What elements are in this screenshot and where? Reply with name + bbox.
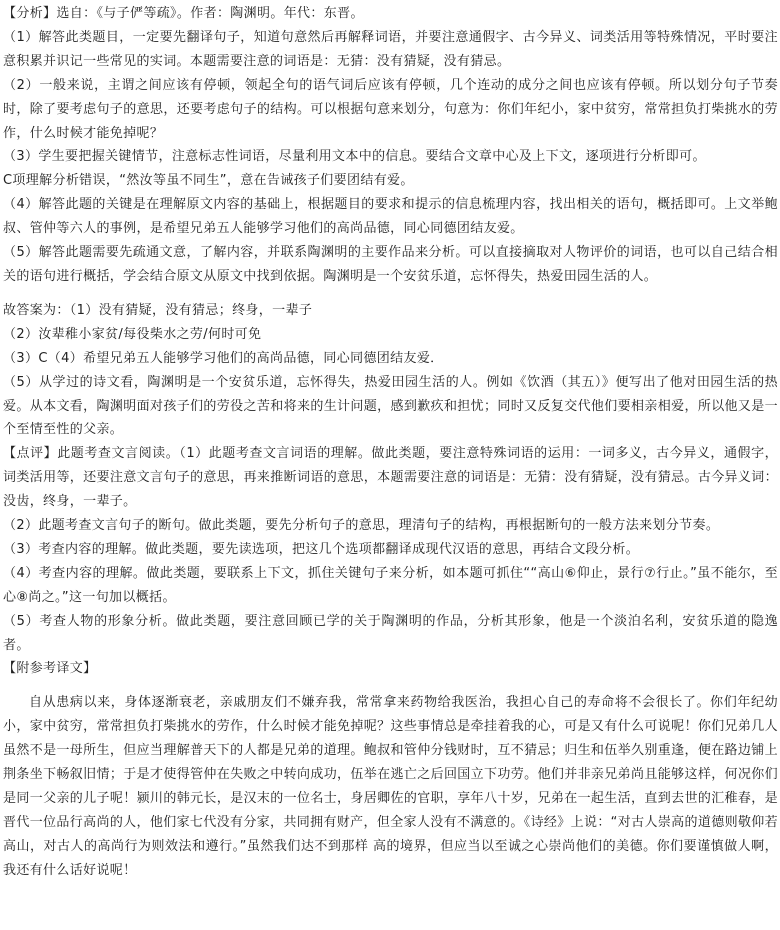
translation-heading: 【附参考译文】 bbox=[3, 661, 97, 677]
comment-item-5: （5）考查人物的形象分析。做此类题，要注意回顾已学的关于陶渊明的作品，分析其形象，他是一个淡泊名利，安贫乐道的隐逸者。 bbox=[3, 613, 778, 653]
analysis-item-3-note: C项理解分析错误，“然汝等虽不同生”，意在告诫孩子们要团结有爱。 bbox=[3, 173, 414, 189]
analysis-item-5: （5）解答此题需要先疏通文意，了解内容，并联系陶渊明的主要作品来分析。可以直接摘取对人物评价的词语，也可以自己结合相关的语句进行概括，学会结合原文从原文中找到依据。陶渊明是一个安贫乐道，忘怀得失，热爱田园生活的人。 bbox=[3, 245, 778, 284]
analysis-header-line: 【分析】选自：《与子俨等疏》。作者：陶渊明。年代：东晋。 bbox=[3, 6, 364, 21]
analysis-item-4: （4）解答此题的关键是在理解原文内容的基础上，根据题目的要求和提示的信息梳理内容，找出相关的语句，概括即可。上文举鲍叔、管仲等六人的事例，是希望兄弟五人能够学习他们的高尚品德，同心同德团结友爱。 bbox=[3, 197, 778, 237]
analysis-item-3: （3）学生要把握关键情节，注意标志性词语，尽量利用文本中的信息。要结合文章中心及上下文，逐项进行分析即可。 bbox=[3, 149, 706, 165]
translation-body: 自从患病以来，身体逐渐衰老，亲戚朋友们不嫌弃我，常常拿来药物给我医治，我担心自己的寿命将不会很长了。你们年纪幼小，家中贫穷，常常担负打柴挑水的劳作，什么时候才能免掉呢？这些事情总是牵挂着我的心，可是又有什么可说呢！你们兄弟几人虽然不是一母所生，但应当理解普天下的人都是兄弟的道理。鲍叔和管仲分钱财时，互不猜忌；归生和伍举久别重逢，便在路边铺上荆条坐下畅叙旧情；于是才使得管仲在失败之中转向成功，伍举在逃亡之后回国立下功劳。他们并非亲兄弟尚且能够这样，何况你们是同一父亲的儿子呢！颍川的韩元长，是汉末的一位名士，身居卿佐的官职，享年八十岁，兄弟在一起生活，直到去世的汇稚春，是晋代一位品行高尚的人，他们家七代没有分家，共同拥有财产，但全家人没有不满意的。《诗经》上说：“对古人崇高的道德则敬仰若高山，对古人的高尚行为则效法和遵行。”虽然我们达不到那样 高的境界，但应当以至诚之心崇尚他们的美德。你们要谨慎做人啊，我还有什么话好说呢！ bbox=[3, 695, 778, 878]
analysis-item-1: （1）解答此类题目，一定要先翻译句子，知道句意然后再解释词语，并要注意通假字、古今异义、词类活用等特殊情况，平时要注意积累并识记一些常见的实词。本题需要注意的词语是：无猜：没有猜疑，没有猜忌。 bbox=[3, 29, 778, 69]
answers-section bbox=[3, 299, 778, 442]
answer-line-4: （5）从学过的诗文看，陶渊明是一个安贫乐道，忘怀得失，热爱田园生活的人。例如《饮酒（其五）》便写出了他对田园生活的热爱。从本文看，陶渊明面对孩子们的劳役之苦和将来的生计问题，感到歉疚和担忧；同时又反复交代他们要相亲相爱，所以他又是一个至情至性的父亲。 bbox=[3, 374, 778, 438]
comment-item-3: （3）考查内容的理解。做此类题，要先读选项，把这几个选项都翻译成现代汉语的意思，再结合文段分析。 bbox=[3, 541, 640, 557]
analysis-item-2: （2）一般来说，主谓之间应该有停顿，领起全句的语气词后应该有停顿，几个连动的成分之间也应该有停顿。所以划分句子节奏时，除了要考虑句子的意思，还要考虑句子的结构。可以根据句意来划分，句意为：你们年纪小，家中贫穷，常常担负打柴挑水的劳作，什么时候才能免掉呢？ bbox=[3, 77, 778, 141]
comment-item-2: （2）此题考查文言句子的断句。做此类题，要先分析句子的意思，理清句子的结构，再根据断句的一般方法来划分节奏。 bbox=[3, 518, 720, 534]
answer-line-3: （3）C（4）希望兄弟五人能够学习他们的高尚品德，同心同德团结友爱． bbox=[3, 350, 444, 366]
answer-line-1: 故答案为：（1）没有猜疑，没有猜忌；终身，一辈子 bbox=[3, 302, 313, 318]
comment-item-1: 【点评】此题考查文言阅读。（1）此题考查文言词语的理解。做此类题，要注意特殊词语的运用：一词多义，古今异义，通假字，词类活用等，还要注意文言句子的意思，再来推断词语的意思，本题需要注意的词语是：无猜：没有猜疑，没有猜忌。古今异义词：没齿，终身，一辈子。 bbox=[3, 446, 778, 510]
translation-section bbox=[3, 657, 778, 882]
analysis-section bbox=[3, 2, 778, 289]
comment-item-4: （4）考查内容的理解。做此类题，要联系上下文，抓住关键句子来分析，如本题可抓住““高山⑥仰止，景行⑦行止。”虽不能尔，至心⑧尚之。”这一句加以概括。 bbox=[3, 565, 778, 605]
comment-section bbox=[3, 442, 778, 657]
answer-line-2: （2）汝辈稚小家贫/每役柴水之劳/何时可免 bbox=[3, 326, 262, 342]
